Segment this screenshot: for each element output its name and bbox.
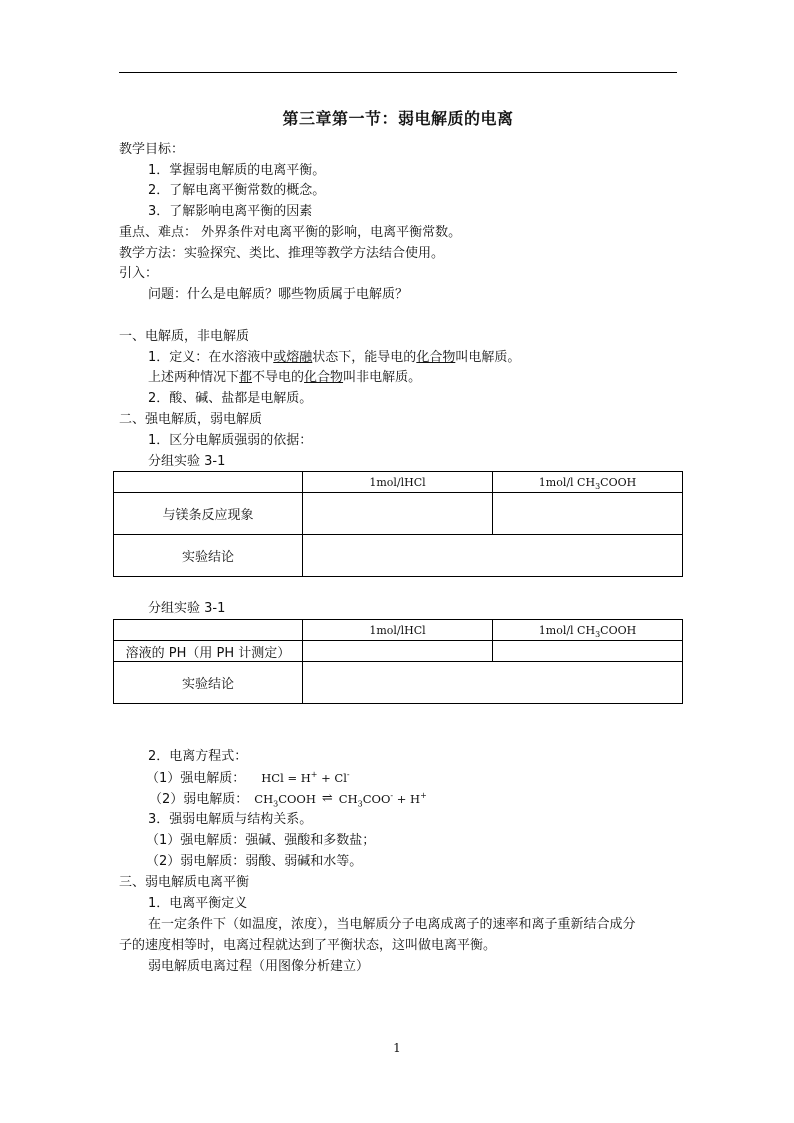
table1-col-acetic <box>493 472 683 493</box>
section-2-item-2: 2．电离方程式： <box>148 749 248 764</box>
non-text-c: 叫非电解质。 <box>343 370 422 385</box>
t1-acetic-sub: 3 <box>595 481 601 491</box>
weak-eq-label: （2）弱电解质： <box>149 792 249 807</box>
section-2-item-3: 3．强弱电解质与结构关系。 <box>148 812 313 827</box>
intro-question: 问题：什么是电解质？哪些物质属于电解质？ <box>148 287 409 302</box>
t1-acetic-b: COOH <box>600 475 637 489</box>
non-electrolyte-definition <box>148 369 421 387</box>
table1-cell-hcl-mg <box>303 493 493 535</box>
strong-equation <box>146 769 350 788</box>
goal-item-1: 1．掌握弱电解质的电离平衡。 <box>148 163 326 178</box>
table1-cell-acetic-mg <box>493 493 683 535</box>
non-underline-2: 化合物 <box>304 370 344 385</box>
def-underline-2: 化合物 <box>416 350 456 365</box>
strong-eq-sup2: - <box>346 770 350 780</box>
section-1-item-2: 2．酸、碱、盐都是电解质。 <box>148 391 313 406</box>
def-text-b: 状态下，能导电的 <box>312 350 417 365</box>
t2-acetic-a: 1mol/l CH <box>538 623 596 637</box>
key-points: 重点、难点： 外界条件对电离平衡的影响，电离平衡常数。 <box>119 225 462 240</box>
electrolyte-definition <box>148 349 520 367</box>
strong-eq-lhs: HCl = H <box>261 771 311 785</box>
weak-eq-rhs-c: + H <box>393 792 421 806</box>
weak-eq-sup2: + <box>420 791 427 801</box>
section-2-item-3-2: （2）弱电解质：弱酸、弱碱和水等。 <box>146 854 363 869</box>
section-3-item-1: 1．电离平衡定义 <box>148 896 248 911</box>
weak-eq-rhs-sub: 3 <box>357 799 363 809</box>
experiment-1-table <box>113 471 683 577</box>
table1-row-conclusion: 实验结论 <box>114 535 303 577</box>
weak-eq-rhs-b: COO <box>362 792 391 806</box>
goals-heading: 教学目标： <box>119 142 185 157</box>
t2-acetic-sub: 3 <box>595 629 601 639</box>
header-rule <box>119 72 677 73</box>
weak-eq-lhs-sub: 3 <box>273 799 279 809</box>
ionization-process: 弱电解质电离过程（用图像分析建立） <box>148 959 370 974</box>
table2-col-acetic <box>493 620 683 641</box>
equilibrium-arrow-icon: ⇌ <box>321 791 333 806</box>
def-text-c: 叫电解质。 <box>455 350 521 365</box>
section-2-item-3-1: （1）强电解质：强碱、强酸和多数盐； <box>146 833 376 848</box>
strong-eq-formula <box>261 771 349 785</box>
table2-row-conclusion: 实验结论 <box>114 662 303 704</box>
goal-item-2: 2．了解电离平衡常数的概念。 <box>148 183 326 198</box>
t2-acetic-b: COOH <box>600 623 637 637</box>
non-text-b: 不导电的 <box>252 370 305 385</box>
goal-item-3: 3．了解影响电离平衡的因素 <box>148 204 313 219</box>
section-2-heading: 二、强电解质，弱电解质 <box>119 412 263 427</box>
experiment-2-table <box>113 619 683 704</box>
intro-heading: 引入： <box>119 266 159 281</box>
teaching-methods: 教学方法：实验探究、类比、推理等教学方法结合使用。 <box>119 246 445 261</box>
strong-eq-label: （1）强电解质： <box>146 771 246 786</box>
table2-row-ph: 溶液的 PH（用 PH 计测定） <box>114 641 303 662</box>
strong-eq-mid: + Cl <box>317 771 347 785</box>
def-underline-1: 或熔融 <box>273 350 313 365</box>
table1-cell-conclusion <box>303 535 683 577</box>
table1-row-mg-reaction: 与镁条反应现象 <box>114 493 303 535</box>
table2-col-hcl: 1mol/lHCl <box>303 620 493 641</box>
section-3-heading: 三、弱电解质电离平衡 <box>119 875 250 890</box>
equilibrium-paragraph-line-2: 子的速度相等时，电离过程就达到了平衡状态，这叫做电离平衡。 <box>119 938 497 953</box>
table2-cell-acetic-ph <box>493 641 683 662</box>
non-text-a: 上述两种情况下 <box>148 370 240 385</box>
table2-corner-cell <box>114 620 303 641</box>
section-1-heading: 一、电解质，非电解质 <box>119 329 250 344</box>
page-title: 第三章第一节：弱电解质的电离 <box>282 109 514 128</box>
experiment-2-label: 分组实验 3-1 <box>148 601 226 616</box>
table2-cell-conclusion <box>303 662 683 704</box>
equilibrium-paragraph-line-1: 在一定条件下（如温度，浓度），当电解质分子电离成离子的速率和离子重新结合成分 <box>148 917 636 932</box>
table1-col-hcl: 1mol/lHCl <box>303 472 493 493</box>
table1-corner-cell <box>114 472 303 493</box>
def-text-a: 1．定义：在水溶液中 <box>148 350 274 365</box>
t1-acetic-a: 1mol/l CH <box>538 475 596 489</box>
strong-eq-sup1: + <box>310 770 318 780</box>
weak-eq-rhs-a: CH <box>338 792 358 806</box>
weak-eq-sup1: - <box>390 791 394 801</box>
weak-eq-lhs-a: CH <box>254 792 274 806</box>
experiment-1-label: 分组实验 3-1 <box>148 454 226 469</box>
non-underline-1: 都 <box>239 370 253 385</box>
weak-equation <box>149 790 427 809</box>
weak-eq-formula <box>254 791 427 809</box>
weak-eq-lhs-b: COOH <box>278 792 316 806</box>
table2-cell-hcl-ph <box>303 641 493 662</box>
page-number: 1 <box>393 1041 401 1055</box>
section-2-item-1: 1．区分电解质强弱的依据： <box>148 433 313 448</box>
